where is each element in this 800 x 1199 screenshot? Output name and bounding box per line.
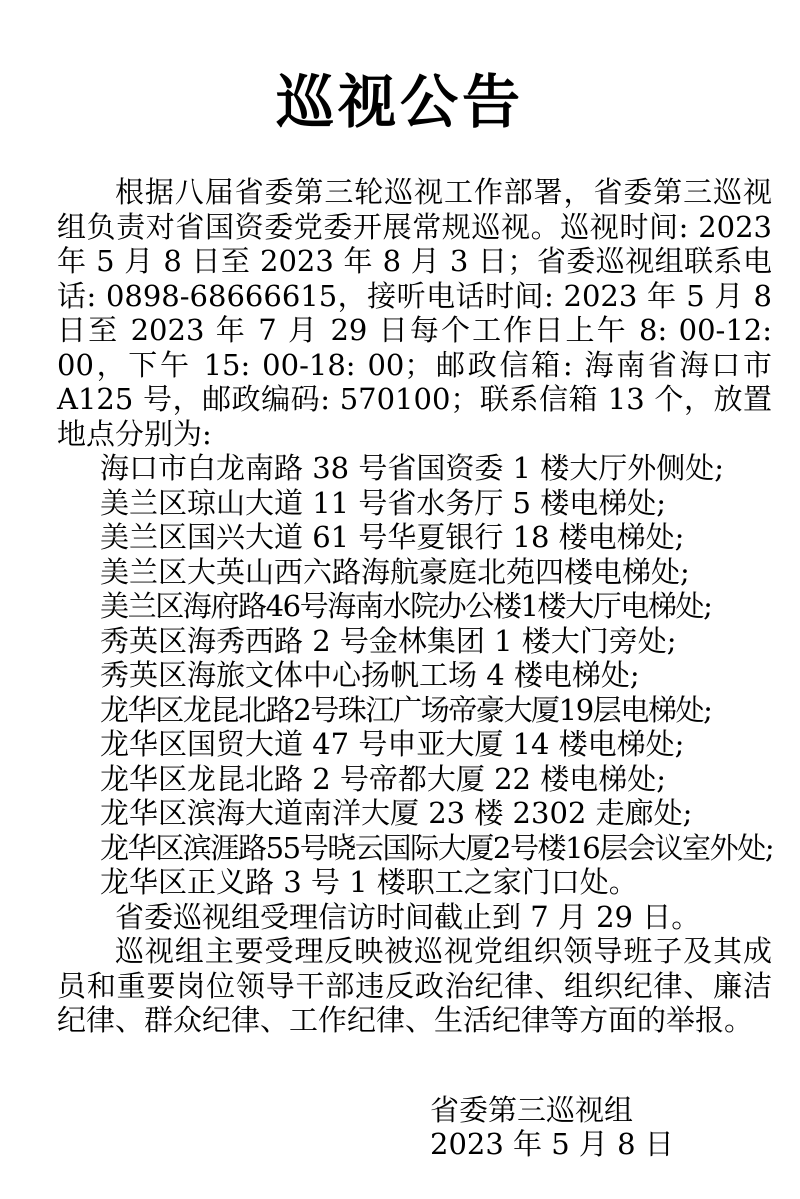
list-item: 龙华区正义路 3 号 1 楼职工之家门口处。 xyxy=(100,865,638,899)
list-item: 龙华区滨海大道南洋大厦 23 楼 2302 走廊处; xyxy=(100,796,693,830)
list-item: 美兰区大英山西六路海航豪庭北苑四楼电梯处; xyxy=(100,554,690,589)
list-item: 秀英区海旅文体中心扬帆工场 4 楼电梯处; xyxy=(100,658,640,692)
scope-paragraph: 巡视组主要受理反映被巡视党组织领导班子及其成员和重要岗位领导干部违反政治纪律、组织纪律、廉洁纪律、群众纪律、工作纪律、生活纪律等方面的举报。 xyxy=(57,934,772,1037)
notice-body xyxy=(57,175,772,1038)
list-item: 美兰区海府路46号海南水院办公楼1楼大厅电梯处; xyxy=(100,589,712,623)
list-item: 美兰区国兴大道 61 号华夏银行 18 楼电梯处; xyxy=(100,520,685,554)
list-item: 龙华区滨涯路55号晓云国际大厦2号楼16层会议室外处; xyxy=(100,830,774,865)
list-item: 龙华区龙昆北路 2 号帝都大厦 22 楼电梯处; xyxy=(100,761,666,796)
signature-date: 2023 年 5 月 8 日 xyxy=(430,1127,674,1161)
intro-paragraph: 根据八届省委第三轮巡视工作部署，省委第三巡视组负责对省国资委党委开展常规巡视。巡视时间: 2023 年 5 月 8 日至 2023 年 8 月 3 日；省委巡视组联系电话: 0898-68666615，接听电话时间: 2023 年 5 月 8 日至 2023 年 7 月 29 日每个工作日上午 8: 00-12: 00，下午 15: 00-18: 00；邮政信箱: 海南省海口市 A125 号，邮政编码: 570100；联系信箱 13 个，放置地点分别为: xyxy=(57,175,772,451)
list-item: 秀英区海秀西路 2 号金林集团 1 楼大门旁处; xyxy=(100,623,677,658)
list-item: 海口市白龙南路 38 号省国资委 1 楼大厅外侧处; xyxy=(100,451,724,485)
list-item: 美兰区琼山大道 11 号省水务厅 5 楼电梯处; xyxy=(100,485,666,520)
list-item: 龙华区龙昆北路2号珠江广场帝豪大厦19层电梯处; xyxy=(100,692,712,727)
signature-org: 省委第三巡视组 xyxy=(430,1093,634,1127)
deadline-paragraph: 省委巡视组受理信访时间截止到 7 月 29 日。 xyxy=(115,899,701,934)
list-item: 龙华区国贸大道 47 号申亚大厦 14 楼电梯处; xyxy=(100,727,685,761)
mailbox-location-list xyxy=(57,451,772,900)
page-title: 巡视公告 xyxy=(275,68,524,136)
signature-block xyxy=(430,1093,674,1161)
